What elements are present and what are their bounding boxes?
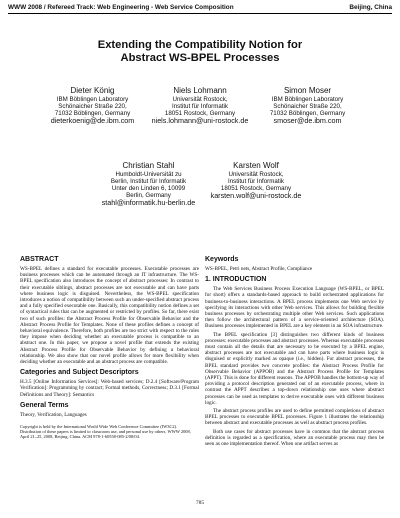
author-name: Dieter König: [70, 86, 115, 95]
running-header: [8, 4, 392, 11]
author-address: Schönaicher Straße 220,: [273, 103, 342, 110]
author-block: [206, 161, 306, 200]
author-address: Schönaicher Straße 220,: [58, 103, 127, 110]
author-email: niels.lohmann@uni-rostock.de: [151, 116, 249, 125]
author-affiliation: Universität Rostock,: [228, 171, 284, 178]
author-name: Simon Moser: [283, 86, 332, 95]
author-address: 18051 Rostock, Germany: [164, 110, 236, 117]
categories-text: H.3.5 [Online Information Services]: Web-based services; D.2.4 [Software/Program Verification]: Programming by contract; Formal methods, Correctness; D.3.1 [Formal Definitions and Theory]: Semantics: [20, 379, 199, 398]
author-email: stahl@informatik.hu-berlin.de: [101, 198, 196, 207]
author-name: Karsten Wolf: [233, 161, 279, 170]
author-block: [150, 86, 250, 125]
right-column: [205, 252, 384, 449]
author-address: Unter den Linden 6, 10099: [111, 185, 186, 192]
author-name: Niels Lohmann: [173, 86, 227, 95]
abstract-text: WS-BPEL defines a standard for executable processes. Executable processes are business processes which can be automated through an IT infrastructure. The WS-BPEL specification also introduces the concept of abstract processes: In contrast to their executable siblings, abstract processes are not executable and can have parts where business logic is disguised. Nevertheless, the WS-BPEL specification introduces a notion of compatibility between such an under-specified abstract process and a fully specified executable one. Basically, this compatibility notion defines a set of syntactical rules that can be augmented or restricted by profiles. So far, there exist two of such profiles: the Abstract Process Profile for Observable Behavior and the Abstract Process Profile for Templates. None of these profiles defines a concept of behavioral equivalence. Therefore, both profiles are too strict with respect to the rules they impose when deciding whether an executable process is compatible to an abstract one. In this paper, we propose a novel profile that extends the existing Abstract Process Profile for Observable Behavior by defining a behavioral relationship. We also show that our novel profile allows for more flexibility when deciding whether an executable and an abstract process are compatible.: [20, 266, 199, 366]
header-right: Beijing, China: [349, 4, 392, 11]
author-name: Christian Stahl: [122, 161, 175, 170]
author-affiliation: Universität Rostock,: [172, 96, 228, 103]
author-address: 71032 Böblingen, Germany: [54, 110, 131, 117]
author-block: [96, 161, 201, 207]
intro-paragraph: The Web Services Business Process Execution Language (WS-BPEL, or BPEL for short) offers a standards-based approach to build orchestrated applications for business-to-business interactions. A BPEL process implements one Web service by specifying its interactions with other Web services. This allows for building flexible business processes by orchestrating multiple other Web services. Such applications then follow the architectural pattern of a service-oriented architecture (SOA). Business processes implemented in BPEL are a key element in an SOA infrastructure.: [205, 286, 384, 330]
author-address: 18051 Rostock, Germany: [220, 185, 292, 192]
author-email: dieterkoenig@de.ibm.com: [50, 116, 135, 125]
author-affiliation: IBM Böblingen Laboratory: [271, 96, 344, 103]
author-block: [255, 86, 360, 125]
categories-heading: Categories and Subject Descriptors: [20, 369, 139, 377]
author-address: Institut für Informatik: [171, 103, 229, 110]
author-address: Berlin, Germany: [126, 192, 171, 199]
intro-paragraph: The BPEL specification [3] distinguishes two different kinds of business processes: executable processes and abstract processes. Whereas executable processes must contain all the details that are necessary to be executed by a BPEL engine, abstract processes are not executable and can have parts where business logic is disguised or explicitly marked as opaque (i.e., hidden). For abstract processes, the BPEL standard provides two concrete profiles: the Abstract Process Profile for Observable Behavior (APPOB) and the Abstract Process Profile for Templates (APPT). This is done for different reasons. The APPOB handles the bottom-up way of providing a protocol description generated out of an executable process, where in contrast the APPT describes a top-down relationship one uses where abstract processes can be used as templates to derive executable ones with different business logic.: [205, 331, 384, 406]
author-affiliation: IBM Böblingen Laboratory: [56, 96, 129, 103]
introduction-heading: 1. INTRODUCTION: [205, 276, 267, 284]
general-terms-text: Theory, Verification, Languages: [20, 411, 87, 418]
intro-paragraph: The abstract process profiles are used to define permitted completions of abstract BPEL processes to executable BPEL processes. Figure 1 illustrates the relationship between abstract and executable processes as well as abstract process profiles.: [205, 408, 384, 427]
author-block: [40, 86, 145, 125]
title-line-1: Extending the Compatibility Notion for: [97, 39, 303, 51]
author-address: Berlin, Institut für Informatik: [110, 178, 187, 185]
header-left: WWW 2008 / Refereed Track: Web Engineering - Web Service Composition: [8, 4, 234, 11]
keywords-heading: Keywords: [205, 256, 239, 263]
author-address: 71032 Böblingen, Germany: [269, 110, 346, 117]
header-rule: [8, 13, 392, 14]
paper-title: [0, 39, 400, 65]
title-line-2: Abstract WS-BPEL Processes: [120, 52, 280, 64]
general-terms-heading: General Terms: [20, 401, 69, 409]
author-email: karsten.wolf@uni-rostock.de: [210, 191, 302, 200]
page-number: 785: [195, 500, 205, 506]
author-affiliation: Humboldt-Universität zu: [115, 171, 182, 178]
keywords-text: WS-BPEL, Petri nets, Abstract Profile, Compliance: [205, 266, 313, 272]
author-email: smoser@de.ibm.com: [273, 116, 342, 125]
copyright-footnote: Copyright is held by the International World Wide Web Conference Committee (IW3C2). Distribution of these papers is limited to classroom use, and personal use by others. WWW 2008, April 21–25, 2008, Beijing, China. ACM 978-1-60558-085-2/08/04.: [20, 424, 191, 440]
author-address: Institut für Informatik: [227, 178, 285, 185]
left-column: [20, 252, 199, 440]
intro-paragraph: Both use cases for abstract processes have in common that the abstract process definition is regarded as a specification, where an executable process may then be seen as one implementation thereof. When one artifact serves as: [205, 428, 384, 448]
abstract-heading: ABSTRACT: [20, 256, 59, 263]
